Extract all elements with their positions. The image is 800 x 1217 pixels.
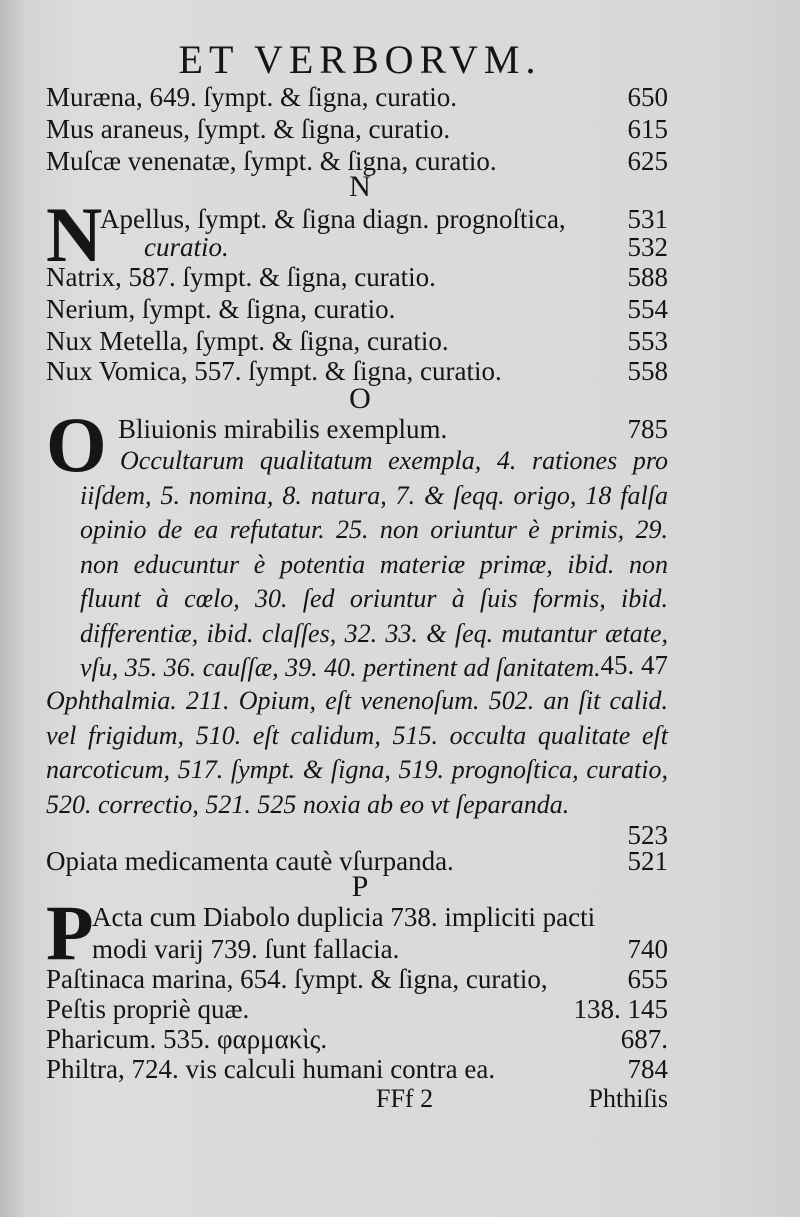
paragraph-page-reference: 45. 47 [600,650,668,680]
index-entry-continued: curatio. 532 [144,232,668,262]
index-entry-paragraph: Ophthalmia. 211. Opium, eſt venenoſum. 502. an ſit calid. vel frigidum, 510. eſt calidum, 515. occulta qualitate eſt narcoticum, 517. ſympt. & ſigna, 519. prognoſtica, curatio, 520. correctio, 521. 525 noxia ab eo vt ſeparanda. [46,686,668,819]
page-reference: 138. 145 [573,994,668,1024]
page-reference: 650 [627,82,668,112]
index-entry: Muſcæ venenatæ, ſympt. & ſigna, curatio. 625 [46,146,668,176]
index-entry: Philtra, 724. vis calculi humani contra ea. 784 [46,1054,668,1084]
index-entry: Nerium, ſympt. & ſigna, curatio. 554 [46,294,668,324]
page-reference: 655 [627,964,668,994]
index-entry: Pharicum. 535. φαρμακὶς. 687. [46,1024,668,1054]
page-reference: 625 [627,146,668,176]
index-entry: Nux Vomica, 557. ſympt. & ſigna, curatio. 558 [46,356,668,386]
page-reference: 687. [620,1024,668,1054]
signature-mark: FFf 2 [376,1084,434,1113]
drop-cap-p: P [46,889,94,976]
section-letter-p: P [351,870,369,903]
index-entry: Paſtinaca marina, 654. ſympt. & ſigna, curatio, 655 [46,964,668,994]
page-reference: 554 [627,294,668,324]
page-reference: 615 [627,114,668,144]
page-reference: 785 [627,414,668,444]
page-footer [46,1082,668,1116]
page-reference: 588 [627,262,668,292]
index-entry: Bliuionis mirabilis exemplum. 785 [118,414,668,444]
page-reference: 558 [627,356,668,386]
page-reference: 531 [627,204,668,234]
page-reference: 784 [627,1054,668,1084]
page-reference: 740 [627,934,668,964]
page-reference: 532 [627,232,668,262]
section-letter-o: O [349,382,371,415]
index-entry-paragraph: Occultarum qualitatum exempla, 4. rationes pro iiſdem, 5. nomina, 8. natura, 7. & ſeqq. origo, 18 falſa opinio de ea refutatur. 25. non oriuntur è primis, 29. non educuntur è potentia materiæ primæ, ibid. non fluunt à cœlo, 30. ſed oriuntur à ſuis formis, ibid. differentiæ, ibid. claſſes, 32. 33. & ſeq. mutantur ætate, vſu, 35. 36. cauſſæ, 39. 40. pertinent ad ſanitatem. [80,446,668,682]
index-entry: Natrix, 587. ſympt. & ſigna, curatio. 588 [46,262,668,292]
index-entry: Acta cum Diabolo duplicia 738. impliciti pacti [92,902,596,932]
index-entry: Peſtis propriè quæ. 138. 145 [46,994,668,1024]
index-entry: Opiata medicamenta cautè vſurpanda. 521 [46,846,668,876]
index-entry: Nux Metella, ſympt. & ſigna, curatio. 553 [46,326,668,356]
index-entry: Muræna, 649. ſympt. & ſigna, curatio. 650 [46,82,668,112]
running-header: ET VERBORVM. [178,37,542,82]
index-entry: Mus araneus, ſympt. & ſigna, curatio. 615 [46,114,668,144]
catchword: Phthiſis [588,1084,668,1113]
drop-cap-o: O [46,401,107,488]
index-entry: Apellus, ſympt. & ſigna diagn. prognoſtica, 531 [100,204,668,234]
index-entry-continued: modi varij 739. ſunt fallacia. 740 [92,934,668,964]
section-letter-n: N [349,170,371,203]
drop-cap-n: N [46,191,103,278]
page-reference: 521 [627,846,668,876]
page-reference: 553 [627,326,668,356]
paragraph-page-reference: 523 [627,820,668,850]
